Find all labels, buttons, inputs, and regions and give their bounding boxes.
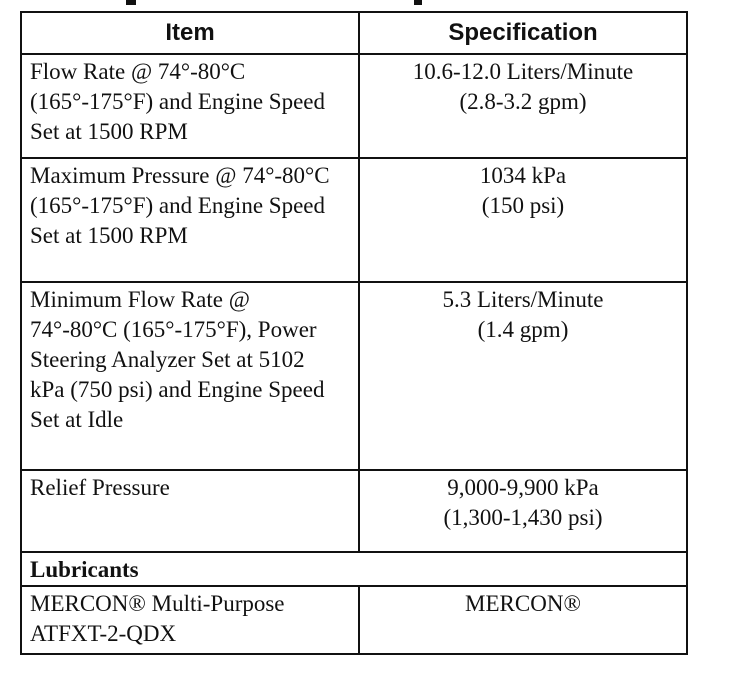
item-cell <box>21 470 359 552</box>
item-text: Maximum Pressure @ 74°-80°C (165°-175°F) and Engine Speed Set at 1500 RPM <box>30 163 330 248</box>
table-header-row <box>21 12 687 54</box>
top-border-mark <box>126 0 136 5</box>
specification-table <box>20 11 688 655</box>
table-row <box>21 282 687 470</box>
item-cell <box>21 54 359 158</box>
item-cell <box>21 586 359 654</box>
spec-value: 1034 kPa <box>479 163 567 188</box>
top-border-mark <box>414 0 422 5</box>
spec-value-imperial: (1.4 gpm) <box>477 317 569 342</box>
item-cell <box>21 158 359 282</box>
specification-column-header: Specification <box>359 12 687 54</box>
spec-value: 5.3 Liters/Minute <box>442 287 604 312</box>
spec-cell <box>359 282 687 470</box>
item-column-header: Item <box>21 12 359 54</box>
table-row <box>21 470 687 552</box>
item-text: Relief Pressure <box>30 475 170 500</box>
table-row <box>21 54 687 158</box>
spec-value: 10.6-12.0 Liters/Minute <box>412 59 634 84</box>
section-row <box>21 552 687 586</box>
spec-value-imperial: (150 psi) <box>481 193 565 218</box>
spec-cell <box>359 470 687 552</box>
item-text: Minimum Flow Rate @ 74°-80°C (165°-175°F), Power Steering Analyzer Set at 5102 kPa (750 psi) and Engine Speed Set at Idle <box>30 287 325 432</box>
item-cell <box>21 282 359 470</box>
spec-cell <box>359 158 687 282</box>
section-heading: Lubricants <box>21 552 687 586</box>
spec-cell <box>359 54 687 158</box>
table-row <box>21 158 687 282</box>
spec-cell <box>359 586 687 654</box>
spec-value: 9,000-9,900 kPa <box>447 475 599 500</box>
spec-value-imperial: (1,300-1,430 psi) <box>443 505 603 530</box>
item-text: Flow Rate @ 74°-80°C (165°-175°F) and Engine Speed Set at 1500 RPM <box>30 59 325 144</box>
spec-value-imperial: (2.8-3.2 gpm) <box>459 89 587 114</box>
item-text: MERCON® Multi-Purpose ATFXT-2-QDX <box>30 591 285 646</box>
spec-value: MERCON® <box>465 591 581 616</box>
table-row <box>21 586 687 654</box>
